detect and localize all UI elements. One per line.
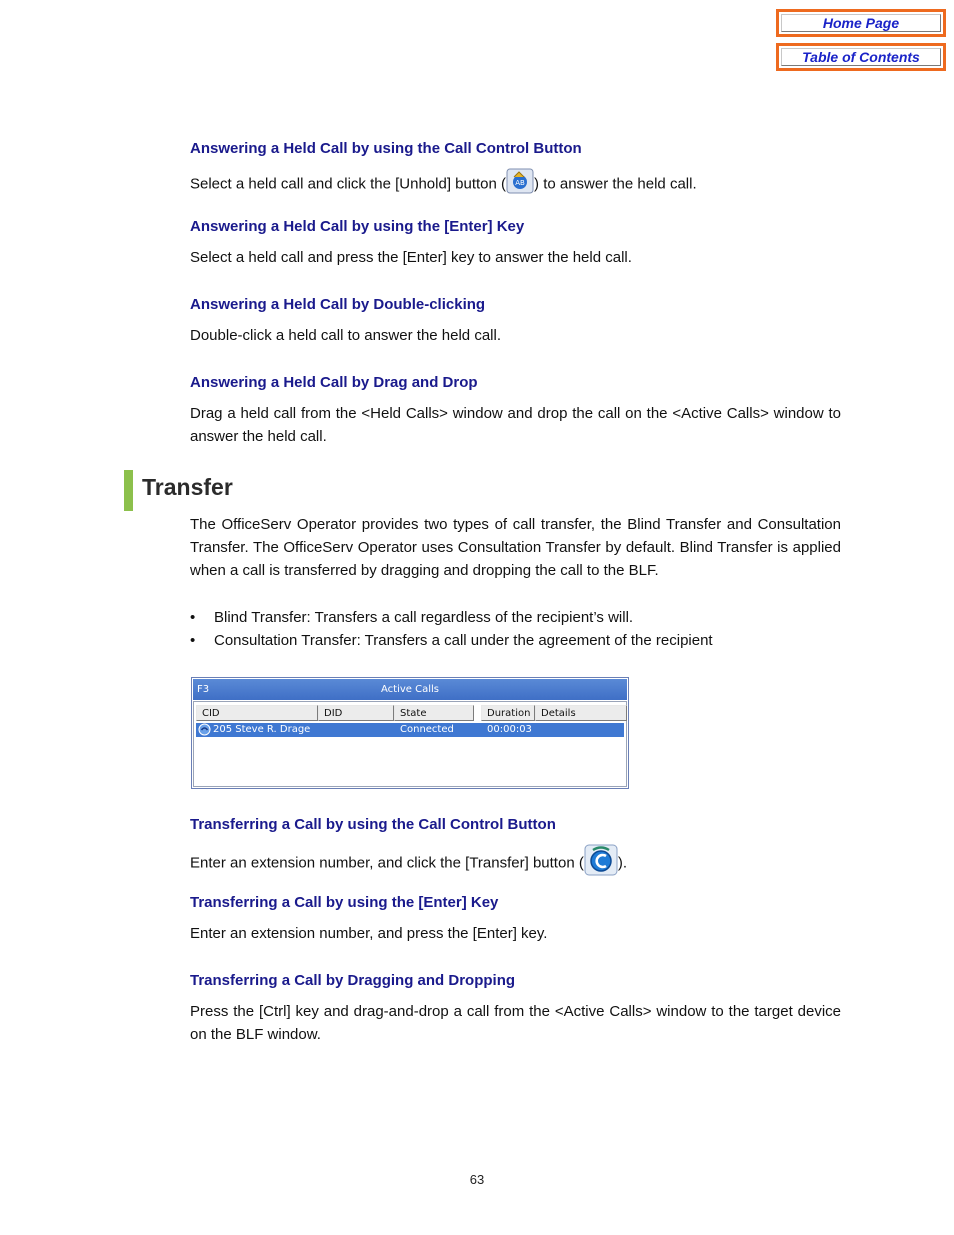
cell-cid: 205 Steve R. Drage (213, 724, 311, 735)
heading-transfer-call-control: Transferring a Call by using the Call Control Button (190, 816, 556, 833)
heading-transfer-enter-key: Transferring a Call by using the [Enter] Key (190, 894, 499, 911)
column-header-did[interactable]: DID (318, 705, 394, 721)
paragraph-answer-call-control (190, 168, 841, 201)
calls-table (193, 701, 627, 787)
home-page-button[interactable] (776, 9, 946, 37)
column-header-details[interactable]: Details (535, 705, 627, 721)
page-number: 63 (469, 1172, 485, 1187)
bullet-blind-transfer: Blind Transfer: Transfers a call regardless of the recipient’s will. (214, 609, 634, 626)
paragraph-transfer-drag-drop: Press the [Ctrl] key and drag-and-drop a call from the <Active Calls> window to the target device on the BLF window. (190, 1003, 841, 1043)
table-row[interactable] (196, 723, 624, 737)
phone-icon (198, 723, 211, 739)
section-accent-bar (124, 470, 133, 511)
paragraph-answer-enter-key: Select a held call and press the [Enter] key to answer the held call. (190, 249, 632, 266)
table-of-contents-button[interactable] (776, 43, 946, 71)
paragraph-transfer-enter-key: Enter an extension number, and press the [Enter] key. (190, 925, 548, 942)
column-header-state[interactable]: State (394, 705, 474, 721)
paragraph-transfer-call-control (190, 844, 841, 883)
unhold-button-icon (506, 168, 534, 201)
text-before-icon: Enter an extension number, and click the [Transfer] button ( (190, 854, 584, 872)
window-title-bar (193, 679, 627, 700)
paragraph-transfer-intro: The OfficeServ Operator provides two types of call transfer, the Blind Transfer and Consultation Transfer. The OfficeServ Operator uses Consultation Transfer by default. Blind Transfer is applied when a call is transferred by dragging and dropping the call to the BLF. (190, 516, 841, 579)
heading-transfer-drag-drop: Transferring a Call by Dragging and Dropping (190, 972, 516, 989)
text-after-icon: ). (617, 854, 627, 872)
bullet-consultation-transfer: Consultation Transfer: Transfers a call under the agreement of the recipient (214, 632, 713, 649)
bullet-marker: • (190, 609, 196, 626)
heading-answer-call-control: Answering a Held Call by using the Call Control Button (190, 140, 582, 157)
heading-answer-double-click: Answering a Held Call by Double-clicking (190, 296, 486, 313)
svg-text:AB: AB (515, 179, 525, 187)
transfer-button-icon (584, 844, 618, 883)
home-page-label: Home Page (781, 14, 941, 32)
column-header-cid[interactable]: CID (196, 705, 318, 721)
cell-state: Connected (400, 724, 454, 735)
text-after-icon: ) to answer the held call. (534, 175, 697, 193)
paragraph-answer-double-click: Double-click a held call to answer the held call. (190, 327, 501, 344)
heading-answer-enter-key: Answering a Held Call by using the [Enter] Key (190, 218, 525, 235)
cell-duration: 00:00:03 (487, 724, 532, 735)
heading-answer-drag-drop: Answering a Held Call by Drag and Drop (190, 374, 478, 391)
window-hotkey: F3 (197, 684, 210, 695)
column-header-duration[interactable]: Duration (481, 705, 535, 721)
paragraph-answer-drag-drop: Drag a held call from the <Held Calls> window and drop the call on the <Active Calls> window to answer the held call. (190, 405, 841, 445)
table-of-contents-label: Table of Contents (781, 48, 941, 66)
active-calls-window (191, 677, 629, 789)
bullet-marker: • (190, 632, 196, 649)
window-title: Active Calls (381, 684, 439, 695)
text-before-icon: Select a held call and click the [Unhold] button ( (190, 175, 507, 193)
section-title-transfer: Transfer (142, 474, 233, 500)
